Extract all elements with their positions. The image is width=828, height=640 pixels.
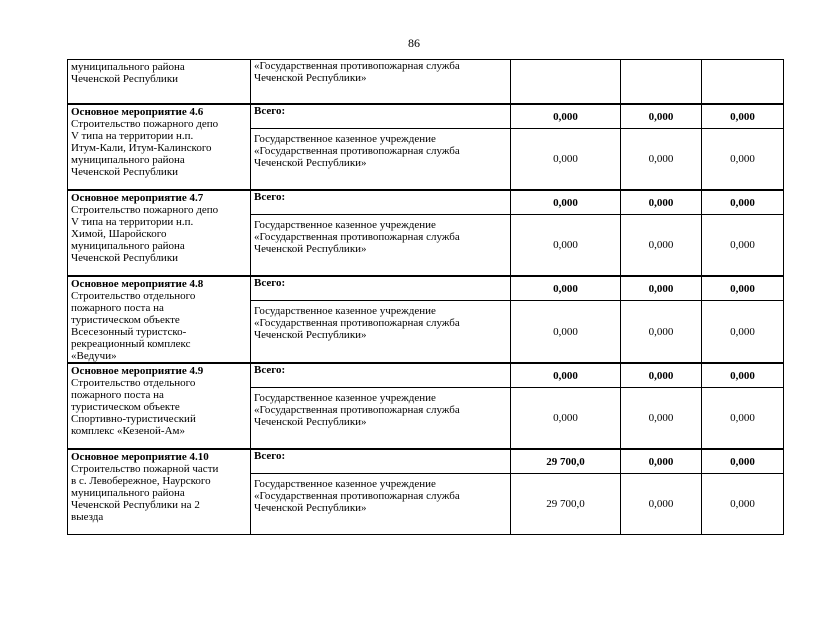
total-label: Всего: — [251, 190, 511, 215]
measure-desc-line: туристическом объекте — [71, 401, 180, 413]
executor-line: «Государственная противопожарная служба — [254, 490, 460, 502]
detail-value-2: 0,000 — [621, 388, 702, 450]
executor-cell — [251, 301, 511, 363]
measure-desc-line: комплекс «Кезеной-Ам» — [71, 425, 186, 437]
executor-cell — [251, 215, 511, 277]
measure-name-cell — [68, 276, 251, 363]
executor-line: Чеченской Республики» — [254, 416, 367, 428]
measure-title: Основное мероприятие 4.10 — [71, 451, 209, 463]
executor-line: «Государственная противопожарная служба — [254, 317, 460, 330]
measure-total-row — [68, 363, 784, 388]
total-label: Всего: — [251, 363, 511, 388]
total-value-3: 0,000 — [702, 190, 784, 215]
detail-value-1: 0,000 — [511, 388, 621, 450]
measure-desc-line: муниципального района — [71, 154, 185, 166]
detail-value-2: 0,000 — [621, 301, 702, 363]
measure-desc-line: пожарного поста на — [71, 302, 164, 314]
carry-name-line: Чеченской Республики — [71, 73, 179, 85]
detail-value-3: 0,000 — [702, 388, 784, 450]
executor-line: Государственное казенное учреждение — [254, 133, 436, 145]
executor-line: Государственное казенное учреждение — [254, 219, 436, 231]
total-value-3: 0,000 — [702, 449, 784, 474]
measure-desc-line: Итум-Кали, Итум-Калинского — [71, 142, 212, 154]
measure-name-cell — [68, 449, 251, 535]
measure-desc-line: туристическом объекте — [71, 314, 180, 326]
measure-desc-line: муниципального района — [71, 240, 185, 252]
detail-value-3: 0,000 — [702, 301, 784, 363]
total-value-1: 0,000 — [511, 190, 621, 215]
measure-total-row — [68, 104, 784, 129]
total-value-1: 0,000 — [511, 276, 621, 301]
detail-value-3: 0,000 — [702, 129, 784, 191]
total-label: Всего: — [251, 104, 511, 129]
detail-value-2: 0,000 — [621, 474, 702, 535]
measure-name-cell — [68, 363, 251, 449]
executor-line: Государственное казенное учреждение — [254, 478, 436, 490]
carry-value-cell — [511, 60, 621, 105]
measure-name-cell — [68, 190, 251, 276]
measure-desc-line: Строительство пожарного депо — [71, 204, 219, 216]
measure-desc-line: выезда — [71, 511, 104, 523]
detail-value-2: 0,000 — [621, 215, 702, 277]
measure-desc-line: Чеченской Республики — [71, 166, 179, 178]
measure-desc-line: Строительство отдельного — [71, 377, 196, 389]
page-number: 86 — [408, 36, 420, 50]
detail-value-1: 29 700,0 — [511, 474, 621, 535]
carry-exec-line: Чеченской Республики» — [254, 72, 367, 84]
executor-line: Чеченской Республики» — [254, 157, 367, 169]
total-value-1: 29 700,0 — [511, 449, 621, 474]
total-value-2: 0,000 — [621, 363, 702, 388]
executor-line: Чеченской Республики» — [254, 329, 367, 342]
total-value-2: 0,000 — [621, 104, 702, 129]
total-value-2: 0,000 — [621, 190, 702, 215]
carry-over-executor — [251, 60, 511, 105]
total-value-1: 0,000 — [511, 104, 621, 129]
measure-title: Основное мероприятие 4.7 — [71, 192, 204, 204]
total-value-1: 0,000 — [511, 363, 621, 388]
executor-line: «Государственная противопожарная служба — [254, 145, 460, 157]
executor-line: «Государственная противопожарная служба — [254, 231, 460, 243]
measure-desc-line: Чеченской Республики на 2 — [71, 499, 200, 511]
executor-line: Чеченской Республики» — [254, 502, 367, 514]
total-label: Всего: — [251, 449, 511, 474]
measure-desc-line: Строительство отдельного — [71, 290, 196, 302]
measure-desc-line: рекреационный комплекс — [71, 338, 191, 350]
executor-line: Государственное казенное учреждение — [254, 392, 436, 404]
carry-value-cell — [702, 60, 784, 105]
carry-over-row — [68, 60, 784, 105]
measure-desc-line: Химой, Шаройского — [71, 228, 167, 240]
measure-desc-line: муниципального района — [71, 487, 185, 499]
total-label: Всего: — [251, 276, 511, 301]
total-value-3: 0,000 — [702, 104, 784, 129]
measure-title: Основное мероприятие 4.8 — [71, 278, 204, 290]
measure-total-row — [68, 449, 784, 474]
measure-desc-line: V типа на территории н.п. — [71, 216, 194, 228]
measure-total-row — [68, 190, 784, 215]
executor-line: «Государственная противопожарная служба — [254, 404, 460, 416]
detail-value-3: 0,000 — [702, 215, 784, 277]
executor-cell — [251, 129, 511, 191]
detail-value-1: 0,000 — [511, 301, 621, 363]
total-value-2: 0,000 — [621, 449, 702, 474]
carry-value-cell — [621, 60, 702, 105]
measure-desc-line: Чеченской Республики — [71, 252, 179, 264]
detail-value-1: 0,000 — [511, 215, 621, 277]
total-value-3: 0,000 — [702, 276, 784, 301]
measure-desc-line: «Ведучи» — [71, 350, 117, 362]
measure-title: Основное мероприятие 4.9 — [71, 365, 204, 377]
measure-desc-line: Спортивно-туристический — [71, 413, 196, 425]
measure-desc-line: Всесезонный туристско- — [71, 326, 187, 338]
detail-value-3: 0,000 — [702, 474, 784, 535]
executor-cell — [251, 474, 511, 535]
carry-over-name — [68, 60, 251, 105]
executor-line: Чеченской Республики» — [254, 243, 367, 255]
measure-desc-line: Строительство пожарной части — [71, 463, 219, 475]
measure-title: Основное мероприятие 4.6 — [71, 106, 204, 118]
measure-desc-line: Строительство пожарного депо — [71, 118, 219, 130]
executor-cell — [251, 388, 511, 450]
total-value-2: 0,000 — [621, 276, 702, 301]
detail-value-1: 0,000 — [511, 129, 621, 191]
measure-name-cell — [68, 104, 251, 190]
carry-exec-line: «Государственная противопожарная служба — [254, 60, 460, 72]
measure-total-row — [68, 276, 784, 301]
executor-line: Государственное казенное учреждение — [254, 305, 436, 318]
measure-desc-line: пожарного поста на — [71, 389, 164, 401]
budget-table — [67, 59, 784, 535]
detail-value-2: 0,000 — [621, 129, 702, 191]
total-value-3: 0,000 — [702, 363, 784, 388]
carry-name-line: муниципального района — [71, 61, 185, 73]
measure-desc-line: в с. Левобережное, Наурского — [71, 475, 211, 487]
measure-desc-line: V типа на территории н.п. — [71, 130, 194, 142]
